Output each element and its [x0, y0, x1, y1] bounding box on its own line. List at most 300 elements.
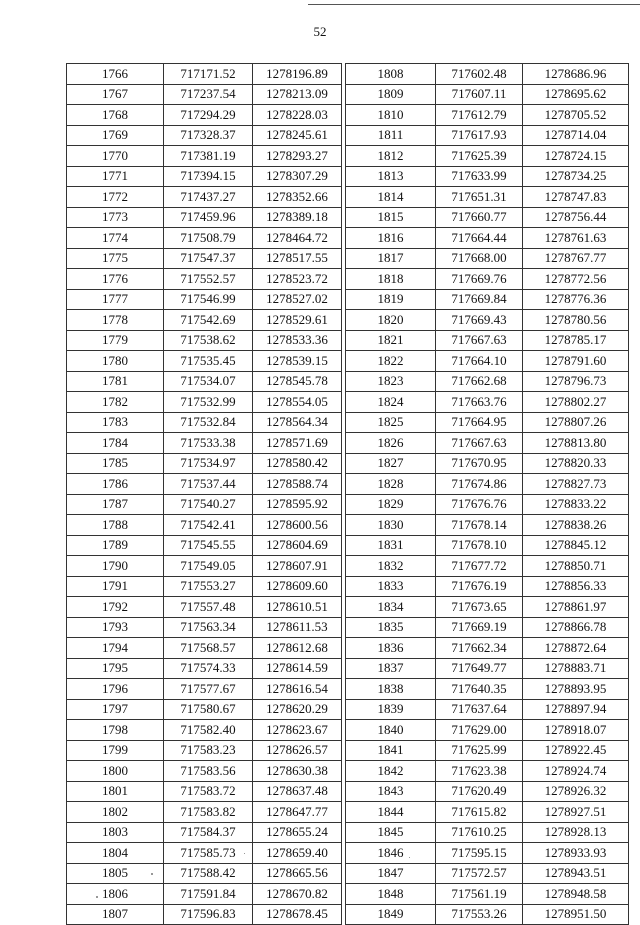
x-coordinate-cell: 717577.67	[164, 679, 253, 700]
y-coordinate-cell: 1278637.48	[253, 781, 342, 802]
point-number-cell: 1820	[346, 310, 436, 331]
y-coordinate-cell: 1278626.57	[253, 740, 342, 761]
point-number-cell: 1789	[67, 535, 164, 556]
x-coordinate-cell: 717649.77	[436, 658, 523, 679]
x-coordinate-cell: 717532.99	[164, 392, 253, 413]
table-row	[346, 207, 629, 228]
point-number-cell: 1793	[67, 617, 164, 638]
table-row	[346, 289, 629, 310]
y-coordinate-cell: 1278293.27	[253, 146, 342, 167]
x-coordinate-cell: 717640.35	[436, 679, 523, 700]
table-row	[67, 720, 342, 741]
table-row	[67, 207, 342, 228]
table-row	[346, 617, 629, 638]
point-number-cell: 1803	[67, 822, 164, 843]
y-coordinate-cell: 1278523.72	[253, 269, 342, 290]
x-coordinate-cell: 717546.99	[164, 289, 253, 310]
table-row	[67, 330, 342, 351]
y-coordinate-cell: 1278695.62	[523, 84, 629, 105]
point-number-cell: 1805	[67, 863, 164, 884]
x-coordinate-cell: 717591.84	[164, 884, 253, 905]
table-row	[67, 617, 342, 638]
y-coordinate-cell: 1278623.67	[253, 720, 342, 741]
y-coordinate-cell: 1278609.60	[253, 576, 342, 597]
x-coordinate-cell: 717669.43	[436, 310, 523, 331]
table-row	[67, 433, 342, 454]
x-coordinate-cell: 717670.95	[436, 453, 523, 474]
y-coordinate-cell: 1278196.89	[253, 64, 342, 85]
y-coordinate-cell: 1278724.15	[523, 146, 629, 167]
y-coordinate-cell: 1278564.34	[253, 412, 342, 433]
y-coordinate-cell: 1278655.24	[253, 822, 342, 843]
x-coordinate-cell: 717585.73	[164, 843, 253, 864]
y-coordinate-cell: 1278686.96	[523, 64, 629, 85]
y-coordinate-cell: 1278533.36	[253, 330, 342, 351]
table-row	[67, 576, 342, 597]
table-row	[67, 166, 342, 187]
table-row	[67, 822, 342, 843]
table-row	[67, 269, 342, 290]
x-coordinate-cell: 717535.45	[164, 351, 253, 372]
x-coordinate-cell: 717667.63	[436, 433, 523, 454]
point-number-cell: 1821	[346, 330, 436, 351]
table-row	[346, 740, 629, 761]
y-coordinate-cell: 1278796.73	[523, 371, 629, 392]
x-coordinate-cell: 717534.97	[164, 453, 253, 474]
point-number-cell: 1800	[67, 761, 164, 782]
table-row	[346, 720, 629, 741]
y-coordinate-cell: 1278807.26	[523, 412, 629, 433]
y-coordinate-cell: 1278604.69	[253, 535, 342, 556]
table-row	[67, 781, 342, 802]
point-number-cell: 1849	[346, 904, 436, 925]
y-coordinate-cell: 1278580.42	[253, 453, 342, 474]
x-coordinate-cell: 717607.11	[436, 84, 523, 105]
y-coordinate-cell: 1278924.74	[523, 761, 629, 782]
point-number-cell: 1795	[67, 658, 164, 679]
x-coordinate-cell: 717625.99	[436, 740, 523, 761]
x-coordinate-cell: 717553.26	[436, 904, 523, 925]
table-row	[346, 576, 629, 597]
point-number-cell: 1846	[346, 843, 436, 864]
table-row	[67, 515, 342, 536]
table-row	[346, 105, 629, 126]
y-coordinate-cell: 1278883.71	[523, 658, 629, 679]
table-row	[346, 187, 629, 208]
x-coordinate-cell: 717534.07	[164, 371, 253, 392]
x-coordinate-cell: 717538.62	[164, 330, 253, 351]
point-number-cell: 1831	[346, 535, 436, 556]
scan-speck	[409, 857, 410, 858]
table-row	[67, 228, 342, 249]
x-coordinate-cell: 717537.44	[164, 474, 253, 495]
point-number-cell: 1768	[67, 105, 164, 126]
point-number-cell: 1845	[346, 822, 436, 843]
y-coordinate-cell: 1278928.13	[523, 822, 629, 843]
scan-speck	[151, 873, 153, 875]
x-coordinate-cell: 717633.99	[436, 166, 523, 187]
point-number-cell: 1802	[67, 802, 164, 823]
x-coordinate-cell: 717673.65	[436, 597, 523, 618]
x-coordinate-cell: 717664.95	[436, 412, 523, 433]
y-coordinate-cell: 1278785.17	[523, 330, 629, 351]
table-row	[346, 412, 629, 433]
x-coordinate-cell: 717663.76	[436, 392, 523, 413]
coordinates-table-left	[66, 63, 342, 925]
y-coordinate-cell: 1278352.66	[253, 187, 342, 208]
table-row	[346, 638, 629, 659]
x-coordinate-cell: 717237.54	[164, 84, 253, 105]
y-coordinate-cell: 1278780.56	[523, 310, 629, 331]
x-coordinate-cell: 717583.82	[164, 802, 253, 823]
point-number-cell: 1772	[67, 187, 164, 208]
table-row	[346, 658, 629, 679]
y-coordinate-cell: 1278714.04	[523, 125, 629, 146]
y-coordinate-cell: 1278856.33	[523, 576, 629, 597]
y-coordinate-cell: 1278918.07	[523, 720, 629, 741]
y-coordinate-cell: 1278678.45	[253, 904, 342, 925]
y-coordinate-cell: 1278607.91	[253, 556, 342, 577]
y-coordinate-cell: 1278228.03	[253, 105, 342, 126]
table-row	[346, 884, 629, 905]
x-coordinate-cell: 717580.67	[164, 699, 253, 720]
point-number-cell: 1838	[346, 679, 436, 700]
y-coordinate-cell: 1278588.74	[253, 474, 342, 495]
point-number-cell: 1769	[67, 125, 164, 146]
table-row	[346, 371, 629, 392]
point-number-cell: 1779	[67, 330, 164, 351]
x-coordinate-cell: 717545.55	[164, 535, 253, 556]
point-number-cell: 1822	[346, 351, 436, 372]
table-row	[67, 761, 342, 782]
y-coordinate-cell: 1278554.05	[253, 392, 342, 413]
table-row	[67, 904, 342, 925]
point-number-cell: 1790	[67, 556, 164, 577]
point-number-cell: 1813	[346, 166, 436, 187]
table-row	[346, 863, 629, 884]
point-number-cell: 1833	[346, 576, 436, 597]
y-coordinate-cell: 1278791.60	[523, 351, 629, 372]
x-coordinate-cell: 717568.57	[164, 638, 253, 659]
table-row	[346, 269, 629, 290]
x-coordinate-cell: 717610.25	[436, 822, 523, 843]
x-coordinate-cell: 717437.27	[164, 187, 253, 208]
y-coordinate-cell: 1278539.15	[253, 351, 342, 372]
coordinates-table-right	[345, 63, 629, 925]
table-row	[67, 843, 342, 864]
table-row	[67, 187, 342, 208]
table-row	[346, 781, 629, 802]
point-number-cell: 1811	[346, 125, 436, 146]
y-coordinate-cell: 1278612.68	[253, 638, 342, 659]
point-number-cell: 1801	[67, 781, 164, 802]
y-coordinate-cell: 1278245.61	[253, 125, 342, 146]
point-number-cell: 1804	[67, 843, 164, 864]
point-number-cell: 1842	[346, 761, 436, 782]
x-coordinate-cell: 717540.27	[164, 494, 253, 515]
point-number-cell: 1837	[346, 658, 436, 679]
x-coordinate-cell: 717547.37	[164, 248, 253, 269]
table-row	[346, 146, 629, 167]
point-number-cell: 1799	[67, 740, 164, 761]
y-coordinate-cell: 1278630.38	[253, 761, 342, 782]
table-row	[67, 740, 342, 761]
y-coordinate-cell: 1278897.94	[523, 699, 629, 720]
y-coordinate-cell: 1278948.58	[523, 884, 629, 905]
point-number-cell: 1810	[346, 105, 436, 126]
table-row	[346, 904, 629, 925]
y-coordinate-cell: 1278927.51	[523, 802, 629, 823]
table-row	[67, 146, 342, 167]
table-row	[67, 125, 342, 146]
table-row	[346, 125, 629, 146]
x-coordinate-cell: 717677.72	[436, 556, 523, 577]
x-coordinate-cell: 717552.57	[164, 269, 253, 290]
point-number-cell: 1828	[346, 474, 436, 495]
x-coordinate-cell: 717381.19	[164, 146, 253, 167]
x-coordinate-cell: 717553.27	[164, 576, 253, 597]
table-row	[67, 248, 342, 269]
point-number-cell: 1843	[346, 781, 436, 802]
table-row	[346, 351, 629, 372]
y-coordinate-cell: 1278389.18	[253, 207, 342, 228]
point-number-cell: 1812	[346, 146, 436, 167]
y-coordinate-cell: 1278838.26	[523, 515, 629, 536]
table-row	[67, 64, 342, 85]
table-row	[67, 863, 342, 884]
page-number: 52	[313, 24, 327, 39]
y-coordinate-cell: 1278922.45	[523, 740, 629, 761]
x-coordinate-cell: 717583.72	[164, 781, 253, 802]
table-row	[346, 228, 629, 249]
point-number-cell: 1847	[346, 863, 436, 884]
x-coordinate-cell: 717533.38	[164, 433, 253, 454]
table-row	[67, 802, 342, 823]
table-row	[67, 84, 342, 105]
x-coordinate-cell: 717574.33	[164, 658, 253, 679]
y-coordinate-cell: 1278595.92	[253, 494, 342, 515]
y-coordinate-cell: 1278943.51	[523, 863, 629, 884]
y-coordinate-cell: 1278307.29	[253, 166, 342, 187]
y-coordinate-cell: 1278827.73	[523, 474, 629, 495]
y-coordinate-cell: 1278659.40	[253, 843, 342, 864]
y-coordinate-cell: 1278845.12	[523, 535, 629, 556]
point-number-cell: 1824	[346, 392, 436, 413]
x-coordinate-cell: 717508.79	[164, 228, 253, 249]
table-row	[67, 699, 342, 720]
table-row	[67, 535, 342, 556]
x-coordinate-cell: 717588.42	[164, 863, 253, 884]
y-coordinate-cell: 1278933.93	[523, 843, 629, 864]
y-coordinate-cell: 1278213.09	[253, 84, 342, 105]
x-coordinate-cell: 717664.44	[436, 228, 523, 249]
table-row	[67, 658, 342, 679]
x-coordinate-cell: 717678.10	[436, 535, 523, 556]
x-coordinate-cell: 717582.40	[164, 720, 253, 741]
table-row	[346, 84, 629, 105]
point-number-cell: 1798	[67, 720, 164, 741]
table-row	[346, 494, 629, 515]
table-row	[346, 248, 629, 269]
point-number-cell: 1781	[67, 371, 164, 392]
point-number-cell: 1775	[67, 248, 164, 269]
x-coordinate-cell: 717572.57	[436, 863, 523, 884]
y-coordinate-cell: 1278850.71	[523, 556, 629, 577]
point-number-cell: 1819	[346, 289, 436, 310]
table-row	[346, 843, 629, 864]
x-coordinate-cell: 717549.05	[164, 556, 253, 577]
y-coordinate-cell: 1278529.61	[253, 310, 342, 331]
y-coordinate-cell: 1278776.36	[523, 289, 629, 310]
point-number-cell: 1827	[346, 453, 436, 474]
y-coordinate-cell: 1278464.72	[253, 228, 342, 249]
x-coordinate-cell: 717678.14	[436, 515, 523, 536]
x-coordinate-cell: 717637.64	[436, 699, 523, 720]
y-coordinate-cell: 1278517.55	[253, 248, 342, 269]
point-number-cell: 1792	[67, 597, 164, 618]
x-coordinate-cell: 717617.93	[436, 125, 523, 146]
y-coordinate-cell: 1278614.59	[253, 658, 342, 679]
point-number-cell: 1797	[67, 699, 164, 720]
point-number-cell: 1796	[67, 679, 164, 700]
y-coordinate-cell: 1278545.78	[253, 371, 342, 392]
table-row	[67, 392, 342, 413]
x-coordinate-cell: 717660.77	[436, 207, 523, 228]
point-number-cell: 1788	[67, 515, 164, 536]
point-number-cell: 1832	[346, 556, 436, 577]
table-row	[346, 679, 629, 700]
x-coordinate-cell: 717667.63	[436, 330, 523, 351]
x-coordinate-cell: 717669.76	[436, 269, 523, 290]
y-coordinate-cell: 1278767.77	[523, 248, 629, 269]
point-number-cell: 1773	[67, 207, 164, 228]
x-coordinate-cell: 717542.69	[164, 310, 253, 331]
table-row	[346, 699, 629, 720]
point-number-cell: 1826	[346, 433, 436, 454]
table-row	[67, 289, 342, 310]
y-coordinate-cell: 1278610.51	[253, 597, 342, 618]
y-coordinate-cell: 1278761.63	[523, 228, 629, 249]
x-coordinate-cell: 717612.79	[436, 105, 523, 126]
x-coordinate-cell: 717584.37	[164, 822, 253, 843]
table-row	[67, 351, 342, 372]
y-coordinate-cell: 1278705.52	[523, 105, 629, 126]
point-number-cell: 1816	[346, 228, 436, 249]
y-coordinate-cell: 1278616.54	[253, 679, 342, 700]
y-coordinate-cell: 1278820.33	[523, 453, 629, 474]
y-coordinate-cell: 1278833.22	[523, 494, 629, 515]
x-coordinate-cell: 717668.00	[436, 248, 523, 269]
point-number-cell: 1806	[67, 884, 164, 905]
x-coordinate-cell: 717459.96	[164, 207, 253, 228]
coordinates-tables	[66, 63, 628, 922]
point-number-cell: 1808	[346, 64, 436, 85]
point-number-cell: 1786	[67, 474, 164, 495]
point-number-cell: 1817	[346, 248, 436, 269]
x-coordinate-cell: 717394.15	[164, 166, 253, 187]
point-number-cell: 1785	[67, 453, 164, 474]
x-coordinate-cell: 717171.52	[164, 64, 253, 85]
table-row	[346, 597, 629, 618]
x-coordinate-cell: 717563.34	[164, 617, 253, 638]
table-row	[346, 433, 629, 454]
y-coordinate-cell: 1278813.80	[523, 433, 629, 454]
point-number-cell: 1823	[346, 371, 436, 392]
y-coordinate-cell: 1278527.02	[253, 289, 342, 310]
point-number-cell: 1778	[67, 310, 164, 331]
x-coordinate-cell: 717651.31	[436, 187, 523, 208]
table-row	[346, 761, 629, 782]
x-coordinate-cell: 717595.15	[436, 843, 523, 864]
table-row	[67, 679, 342, 700]
x-coordinate-cell: 717662.34	[436, 638, 523, 659]
y-coordinate-cell: 1278600.56	[253, 515, 342, 536]
table-row	[67, 412, 342, 433]
x-coordinate-cell: 717294.29	[164, 105, 253, 126]
x-coordinate-cell: 717328.37	[164, 125, 253, 146]
table-row	[67, 310, 342, 331]
table-row	[67, 494, 342, 515]
point-number-cell: 1809	[346, 84, 436, 105]
point-number-cell: 1830	[346, 515, 436, 536]
y-coordinate-cell: 1278951.50	[523, 904, 629, 925]
point-number-cell: 1766	[67, 64, 164, 85]
point-number-cell: 1770	[67, 146, 164, 167]
x-coordinate-cell: 717620.49	[436, 781, 523, 802]
scan-speck	[96, 896, 98, 898]
y-coordinate-cell: 1278665.56	[253, 863, 342, 884]
table-row	[67, 105, 342, 126]
x-coordinate-cell: 717583.23	[164, 740, 253, 761]
x-coordinate-cell: 717623.38	[436, 761, 523, 782]
point-number-cell: 1840	[346, 720, 436, 741]
x-coordinate-cell: 717674.86	[436, 474, 523, 495]
x-coordinate-cell: 717669.84	[436, 289, 523, 310]
x-coordinate-cell: 717664.10	[436, 351, 523, 372]
table-row	[346, 64, 629, 85]
point-number-cell: 1780	[67, 351, 164, 372]
table-row	[67, 453, 342, 474]
y-coordinate-cell: 1278802.27	[523, 392, 629, 413]
point-number-cell: 1848	[346, 884, 436, 905]
x-coordinate-cell: 717676.19	[436, 576, 523, 597]
point-number-cell: 1815	[346, 207, 436, 228]
point-number-cell: 1776	[67, 269, 164, 290]
point-number-cell: 1835	[346, 617, 436, 638]
table-row	[346, 535, 629, 556]
x-coordinate-cell: 717557.48	[164, 597, 253, 618]
point-number-cell: 1783	[67, 412, 164, 433]
x-coordinate-cell: 717662.68	[436, 371, 523, 392]
y-coordinate-cell: 1278620.29	[253, 699, 342, 720]
x-coordinate-cell: 717676.76	[436, 494, 523, 515]
y-coordinate-cell: 1278866.78	[523, 617, 629, 638]
table-row	[346, 556, 629, 577]
x-coordinate-cell: 717561.19	[436, 884, 523, 905]
point-number-cell: 1787	[67, 494, 164, 515]
x-coordinate-cell: 717583.56	[164, 761, 253, 782]
x-coordinate-cell: 717532.84	[164, 412, 253, 433]
table-row	[67, 597, 342, 618]
y-coordinate-cell: 1278734.25	[523, 166, 629, 187]
y-coordinate-cell: 1278670.82	[253, 884, 342, 905]
table-row	[346, 822, 629, 843]
y-coordinate-cell: 1278872.64	[523, 638, 629, 659]
point-number-cell: 1784	[67, 433, 164, 454]
point-number-cell: 1774	[67, 228, 164, 249]
y-coordinate-cell: 1278571.69	[253, 433, 342, 454]
table-row	[67, 638, 342, 659]
